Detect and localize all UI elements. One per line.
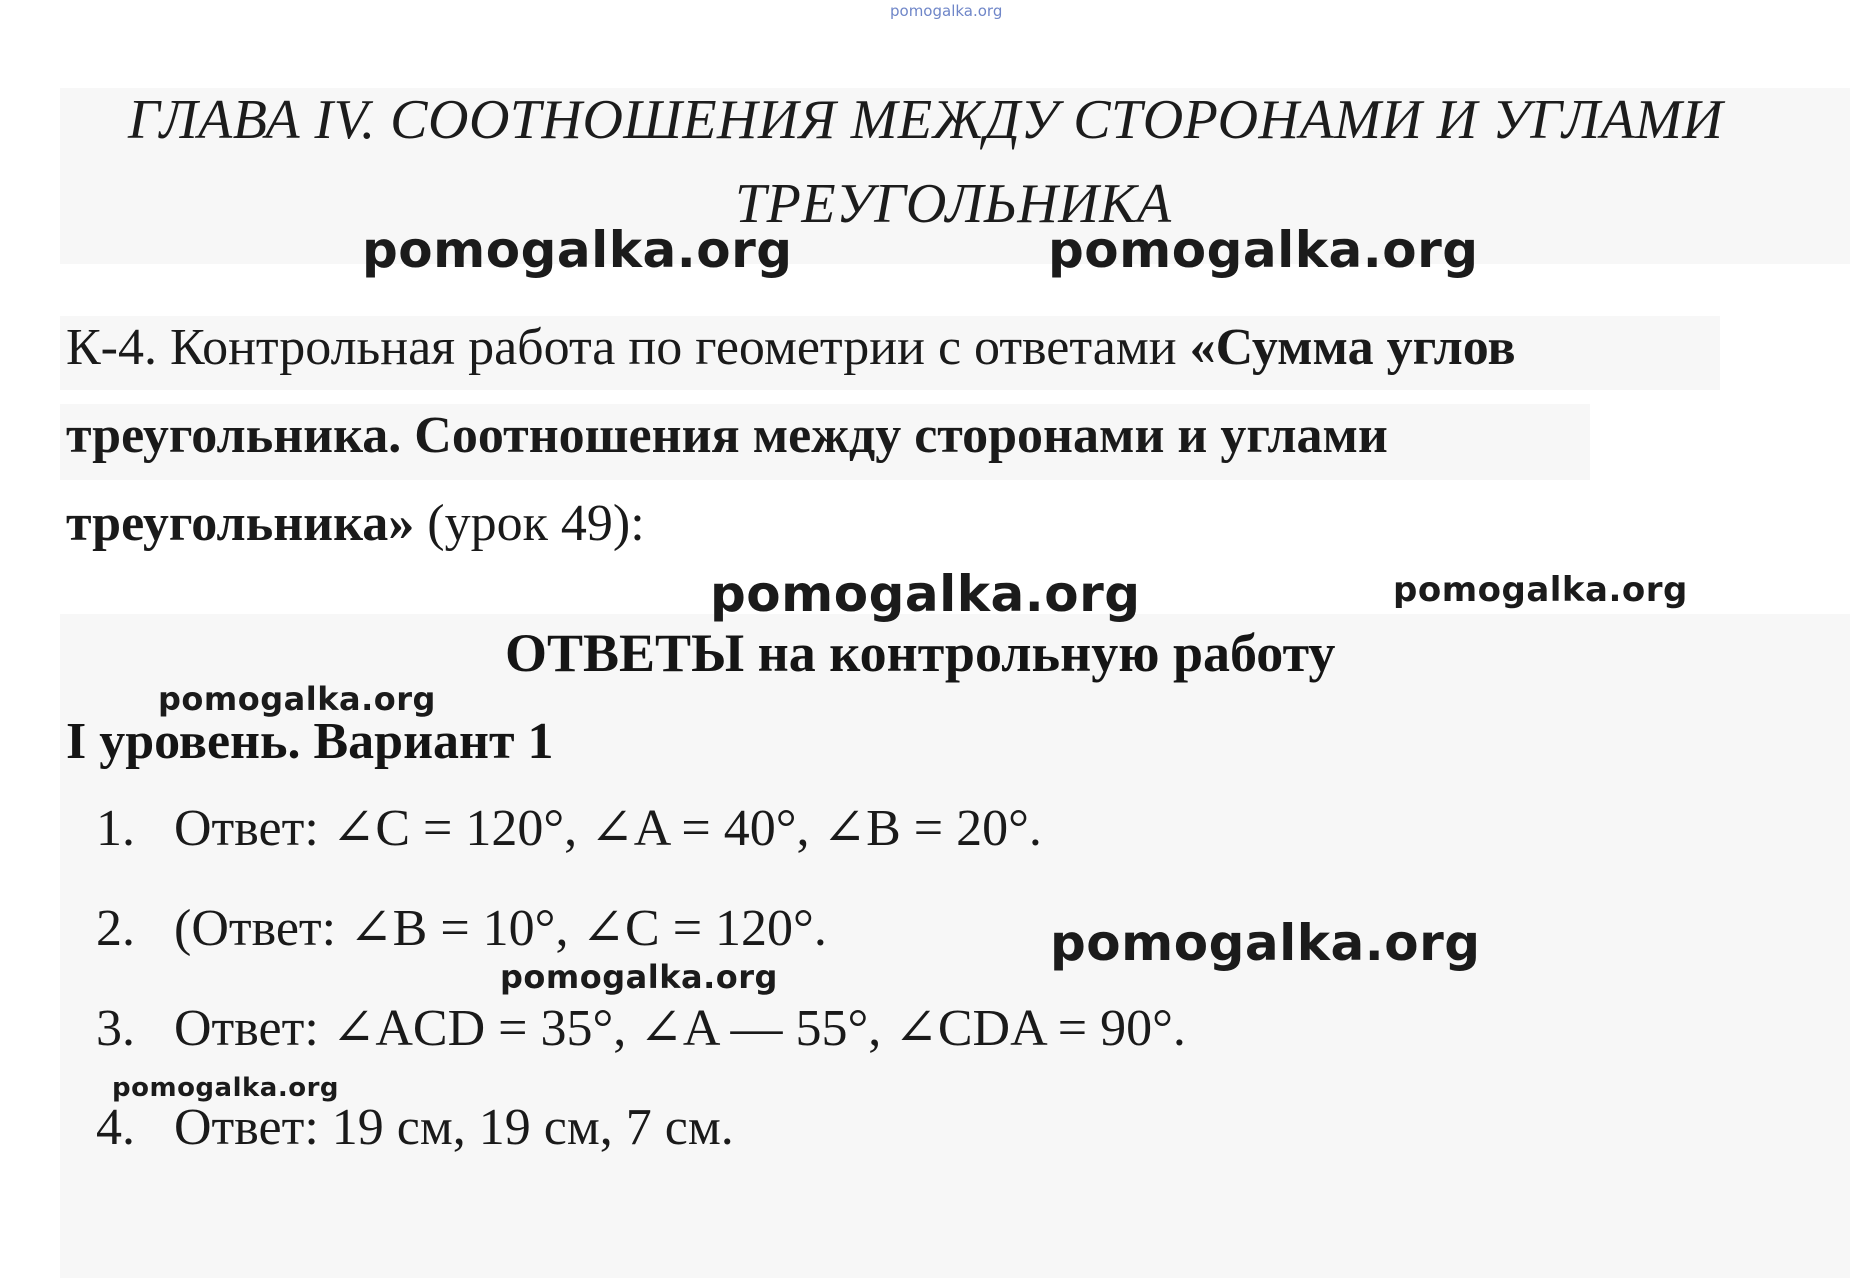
answer-number: 2. — [96, 900, 135, 957]
chapter-title-line2: ТРЕУГОЛЬНИКА — [735, 173, 1172, 235]
answer-number: 4. — [96, 1099, 135, 1156]
intro-line3 — [66, 494, 645, 553]
answer-item-4 — [96, 1098, 734, 1157]
watermark-8: pomogalka.org — [112, 1073, 340, 1103]
top-watermark: pomogalka.org — [890, 2, 1003, 20]
intro-line1 — [66, 318, 1516, 377]
answers-heading: ОТВЕТЫ на контрольную работу — [505, 623, 1336, 683]
answer-item-1 — [96, 798, 1042, 858]
answer-text: Ответ: ∠ACD = 35°, ∠A — 55°, ∠CDA = 90°. — [174, 1000, 1186, 1057]
intro-bold-1: «Сумма углов — [1189, 319, 1516, 376]
answer-text: Ответ: 19 см, 19 см, 7 см. — [174, 1099, 734, 1156]
watermark-5: pomogalka.org — [158, 680, 436, 718]
answer-text: Ответ: ∠C = 120°, ∠A = 40°, ∠B = 20°. — [174, 800, 1042, 857]
answer-item-3 — [96, 998, 1186, 1058]
chapter-title-line1: ГЛАВА IV. СООТНОШЕНИЯ МЕЖДУ СТОРОНАМИ И УГЛАМИ — [128, 89, 1724, 151]
watermark-6: pomogalka.org — [1050, 914, 1481, 972]
watermark-2: pomogalka.org — [1048, 221, 1479, 279]
level-heading: I уровень. Вариант 1 — [66, 713, 554, 770]
intro-bold-3: треугольника» — [66, 495, 415, 552]
watermark-7: pomogalka.org — [500, 958, 778, 996]
answer-number: 3. — [96, 1000, 135, 1057]
intro-prefix: К-4. Контрольная работа по геометрии с ответами — [66, 319, 1190, 376]
answer-text: (Ответ: ∠B = 10°, ∠C = 120°. — [174, 900, 827, 957]
watermark-1: pomogalka.org — [362, 221, 793, 279]
intro-bold-2: треугольника. Соотношения между сторонами и углами — [66, 407, 1388, 464]
intro-suffix: (урок 49): — [414, 495, 645, 552]
answer-number: 1. — [96, 800, 135, 857]
intro-line2 — [66, 406, 1388, 465]
watermark-4: pomogalka.org — [1393, 570, 1688, 610]
watermark-3: pomogalka.org — [710, 565, 1141, 623]
answer-item-2 — [96, 898, 827, 958]
